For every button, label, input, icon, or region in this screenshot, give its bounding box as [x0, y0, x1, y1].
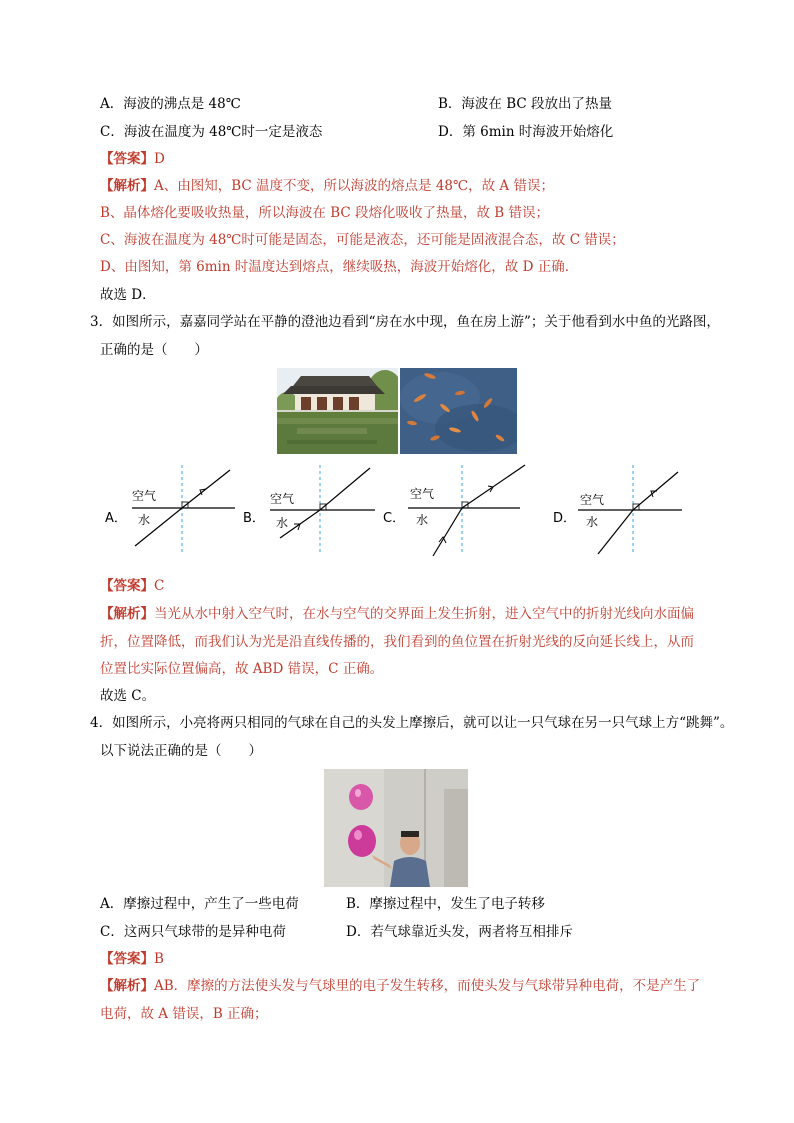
- q2-analysis-line-2: B、晶体熔化要吸收热量，所以海波在 BC 段熔化吸收了热量，故 B 错误；: [100, 205, 550, 221]
- answer-value: B: [154, 951, 164, 967]
- q4-option-c: C．这两只气球带的是异种电荷: [100, 924, 286, 940]
- answer-label: 【答案】: [100, 151, 154, 167]
- q2-option-b: B．海波在 BC 段放出了热量: [438, 96, 613, 112]
- diagram-c: [383, 465, 525, 556]
- diagram-d: [553, 465, 682, 555]
- q3-choose: 故选 C。: [100, 688, 156, 704]
- diagram-c-air-label: 空气: [410, 487, 435, 501]
- diagram-b-air-label: 空气: [270, 492, 295, 506]
- answer-value: D: [154, 151, 165, 167]
- analysis-text: 当光从水中射入空气时，在水与空气的交界面上发生折射，进入空气中的折射光线向水面偏: [154, 606, 694, 622]
- q3-stem-line-2: 正确的是（ ）: [100, 342, 208, 358]
- q4-answer: [100, 953, 164, 967]
- diagram-b-water-label: 水: [276, 516, 289, 530]
- diagram-b-label: B．: [243, 511, 265, 526]
- q4-option-a: A．摩擦过程中，产生了一些电荷: [100, 896, 299, 912]
- q4-option-b: B．摩擦过程中，发生了电子转移: [346, 896, 545, 912]
- answer-value: C: [154, 578, 165, 594]
- q4-stem-line-1: 4．如图所示，小亮将两只相同的气球在自己的头发上摩擦后，就可以让一只气球在另一只气球上方“跳舞”。: [90, 715, 734, 731]
- q2-choose: 故选 D．: [100, 287, 156, 303]
- analysis-text: A、由图知，BC 温度不变，所以海波的熔点是 48℃，故 A 错误；: [154, 178, 554, 194]
- diagram-d-air-label: 空气: [580, 493, 605, 507]
- analysis-label: 【解析】: [100, 978, 154, 994]
- q2-analysis-line-1: [100, 180, 554, 194]
- diagram-d-water-label: 水: [586, 515, 599, 529]
- answer-label: 【答案】: [100, 951, 154, 967]
- balloon-photo: [324, 769, 468, 887]
- diagram-d-label: D．: [553, 511, 577, 526]
- diagram-b: [243, 465, 375, 555]
- q3-answer: [100, 580, 164, 594]
- q4-analysis-line-1: [100, 980, 700, 994]
- pavilion-photo: [277, 368, 398, 454]
- q2-option-c: C．海波在温度为 48℃时一定是液态: [100, 124, 323, 140]
- q2-option-d: D．第 6min 时海波开始熔化: [438, 124, 614, 140]
- diagram-a-water-label: 水: [138, 513, 151, 527]
- diagram-c-label: C．: [383, 511, 406, 526]
- q4-analysis-line-2: 电荷，故 A 错误，B 正确；: [100, 1006, 268, 1022]
- q3-stem-line-1: 3．如图所示，嘉嘉同学站在平静的澄池边看到“房在水中现，鱼在房上游”；关于他看到水中鱼的光路图，: [90, 314, 720, 330]
- q2-answer: [100, 153, 165, 167]
- analysis-label: 【解析】: [100, 606, 154, 622]
- q4-option-d: D．若气球靠近头发，两者将互相排斥: [346, 924, 573, 940]
- analysis-label: 【解析】: [100, 178, 154, 194]
- diagram-c-water-label: 水: [416, 513, 429, 527]
- q2-analysis-line-3: C、海波在温度为 48℃时可能是固态，可能是液态，还可能是固液混合态，故 C 错误；: [100, 232, 625, 248]
- q4-stem-line-2: 以下说法正确的是（ ）: [100, 743, 262, 759]
- diagram-a-label: A．: [105, 511, 127, 526]
- q2-option-a: A．海波的沸点是 48℃: [100, 96, 241, 112]
- diagram-a: [105, 465, 235, 555]
- q2-analysis-line-4: D、由图知，第 6min 时温度达到熔点，继续吸热，海波开始熔化，故 D 正确．: [100, 259, 579, 275]
- fish-photo: [400, 368, 517, 454]
- diagram-a-air-label: 空气: [132, 489, 157, 503]
- q3-analysis-line-1: [100, 608, 694, 622]
- analysis-text: AB．摩擦的方法使头发与气球里的电子发生转移，而使头发与气球带异种电荷，不是产生了: [154, 978, 701, 994]
- q3-analysis-line-2: 折，位置降低，而我们认为光是沿直线传播的，我们看到的鱼位置在折射光线的反向延长线上，从而: [100, 634, 694, 650]
- q3-analysis-line-3: 位置比实际位置偏高，故 ABD 错误，C 正确。: [100, 661, 384, 677]
- answer-label: 【答案】: [100, 578, 154, 594]
- ray-diagrams: [100, 460, 700, 560]
